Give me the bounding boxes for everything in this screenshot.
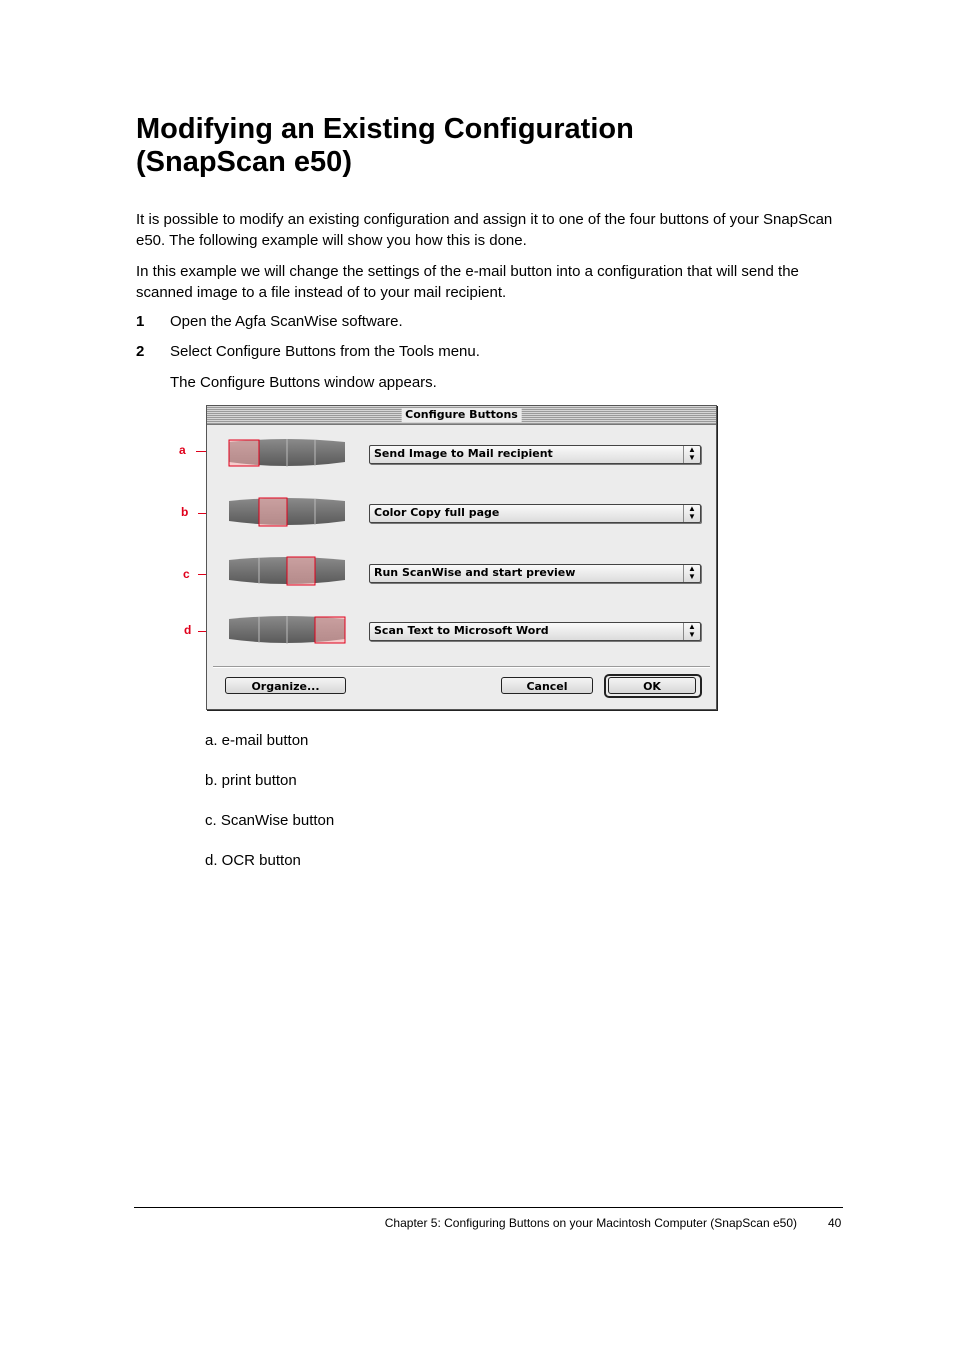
callout-d: d xyxy=(184,623,192,637)
step-1-number: 1 xyxy=(136,313,145,330)
popup-print-config[interactable] xyxy=(369,504,701,523)
intro-paragraph-1: It is possible to modify an existing configuration and assign it to one of the four buttons of your SnapScan e50. The following example will show you how this is done. xyxy=(136,211,833,249)
updown-arrows-icon: ▲ ▼ xyxy=(683,446,700,463)
cancel-button[interactable]: Cancel xyxy=(501,677,593,694)
title-line-2: (SnapScan e50) xyxy=(136,146,352,178)
configure-buttons-dialog xyxy=(206,405,717,710)
popup-email-config[interactable] xyxy=(369,445,701,464)
scanner-print-button-icon[interactable] xyxy=(227,495,347,535)
popup-scanwise-config[interactable] xyxy=(369,564,701,583)
popup-email-label: Send Image to Mail recipient xyxy=(374,447,553,460)
dialog-titlebar[interactable] xyxy=(207,406,716,425)
updown-arrows-icon: ▲ ▼ xyxy=(683,623,700,640)
callout-a: a xyxy=(179,443,186,457)
popup-ocr-label: Scan Text to Microsoft Word xyxy=(374,624,549,637)
caption-b: b. print button xyxy=(205,772,297,789)
organize-button[interactable]: Organize... xyxy=(225,677,346,694)
step-2-text: Select Configure Buttons from the Tools menu. xyxy=(170,343,480,360)
popup-ocr-config[interactable] xyxy=(369,622,701,641)
updown-arrows-icon: ▲ ▼ xyxy=(683,505,700,522)
step-2-number: 2 xyxy=(136,343,145,360)
scanner-ocr-button-icon[interactable] xyxy=(227,613,347,653)
caption-d: d. OCR button xyxy=(205,852,301,869)
intro-paragraph-2: In this example we will change the settings of the e-mail button into a configuration that will send the scanned image to a file instead of to your mail recipient. xyxy=(136,263,799,301)
callout-c: c xyxy=(183,567,190,581)
updown-arrows-icon: ▲ ▼ xyxy=(683,565,700,582)
title-line-1: Modifying an Existing Configuration xyxy=(136,113,634,145)
ok-button[interactable]: OK xyxy=(608,677,696,694)
callout-b: b xyxy=(181,505,189,519)
dialog-title: Configure Buttons xyxy=(401,408,522,422)
step-1-text: Open the Agfa ScanWise software. xyxy=(170,313,403,330)
caption-c: c. ScanWise button xyxy=(205,812,335,829)
scanner-email-button-icon[interactable] xyxy=(227,436,347,476)
popup-scanwise-label: Run ScanWise and start preview xyxy=(374,566,576,579)
footer-page-number: 40 xyxy=(828,1216,842,1230)
dialog-separator xyxy=(213,666,710,668)
popup-print-label: Color Copy full page xyxy=(374,506,500,519)
caption-a: a. e-mail button xyxy=(205,732,309,749)
step-note: The Configure Buttons window appears. xyxy=(170,374,437,391)
footer-rule xyxy=(134,1207,843,1208)
scanner-scanwise-button-icon[interactable] xyxy=(227,554,347,594)
page-title xyxy=(136,113,634,179)
footer-chapter: Chapter 5: Configuring Buttons on your Macintosh Computer (SnapScan e50) xyxy=(384,1216,797,1230)
